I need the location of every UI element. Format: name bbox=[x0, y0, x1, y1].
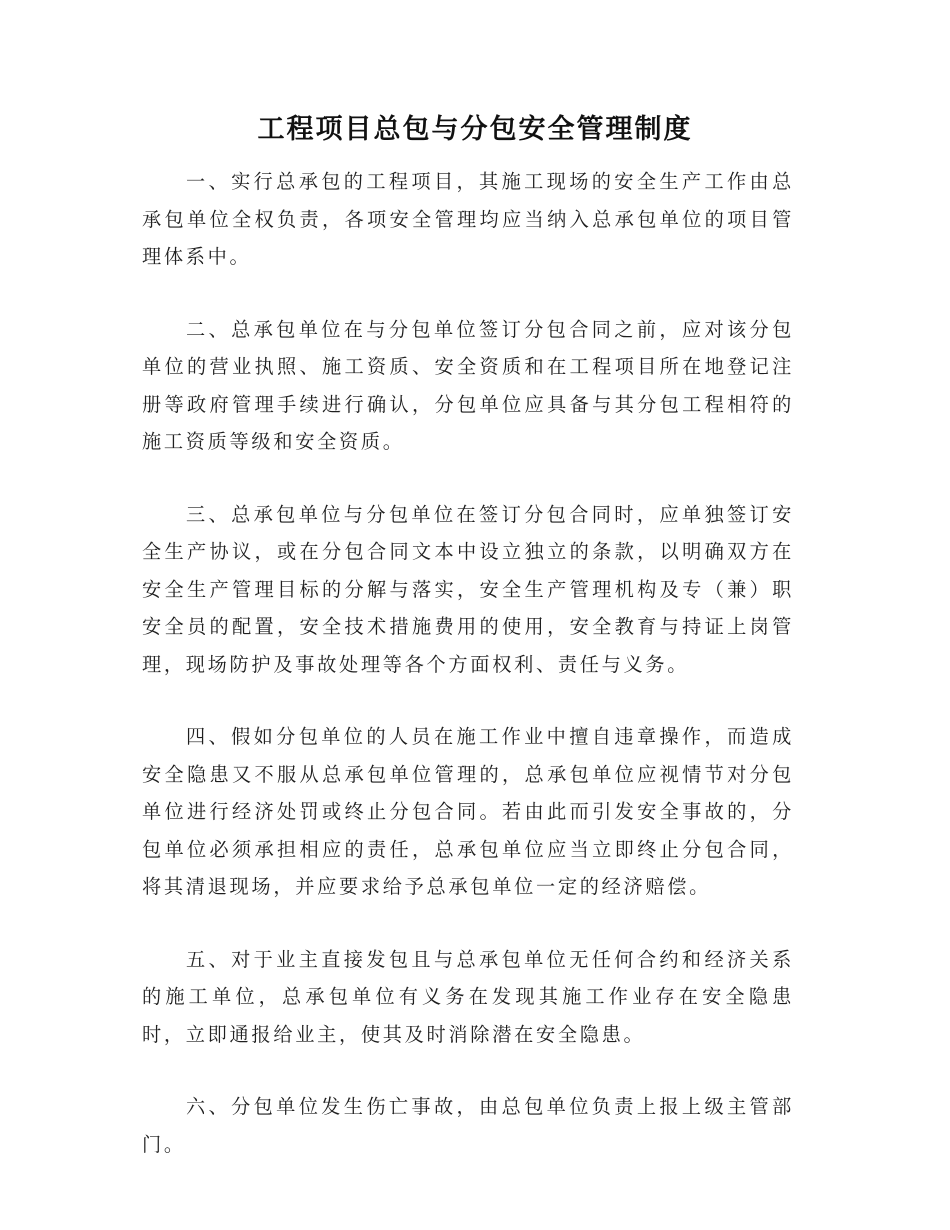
paragraph-2: 二、总承包单位在与分包单位签订分包合同之前，应对该分包单位的营业执照、施工资质、安全资质和在工程项目所在地登记注册等政府管理手续进行确认，分包单位应具备与其分包工程相符的施工资质等级和安全资质。 bbox=[142, 317, 794, 453]
document-body bbox=[142, 163, 794, 1198]
paragraph-1: 一、实行总承包的工程项目，其施工现场的安全生产工作由总承包单位全权负责，各项安全管理均应当纳入总承包单位的项目管理体系中。 bbox=[142, 170, 794, 268]
paragraph-5: 五、对于业主直接发包且与总承包单位无任何合约和经济关系的施工单位，总承包单位有义务在发现其施工作业存在安全隐患时，立即通报给业主，使其及时消除潜在安全隐患。 bbox=[142, 947, 794, 1046]
paragraph-4: 四、假如分包单位的人员在施工作业中擅自违章操作，而造成安全隐患又不服从总承包单位管理的，总承包单位应视情节对分包单位进行经济处罚或终止分包合同。若由此而引发安全事故的，分包单位必须承担相应的责任，总承包单位应当立即终止分包合同，将其清退现场，并应要求给予总承包单位一定的经济赔偿。 bbox=[142, 725, 794, 898]
paragraph-3: 三、总承包单位与分包单位在签订分包合同时，应单独签订安全生产协议，或在分包合同文本中设立独立的条款，以明确双方在安全生产管理目标的分解与落实，安全生产管理机构及专（兼）职安全员的配置，安全技术措施费用的使用，安全教育与持证上岗管理，现场防护及事故处理等各个方面权利、责任与义务。 bbox=[142, 502, 794, 676]
document-title: 工程项目总包与分包安全管理制度 bbox=[257, 114, 693, 145]
paragraph-6: 六、分包单位发生伤亡事故，由总包单位负责上报上级主管部门。 bbox=[142, 1095, 794, 1156]
